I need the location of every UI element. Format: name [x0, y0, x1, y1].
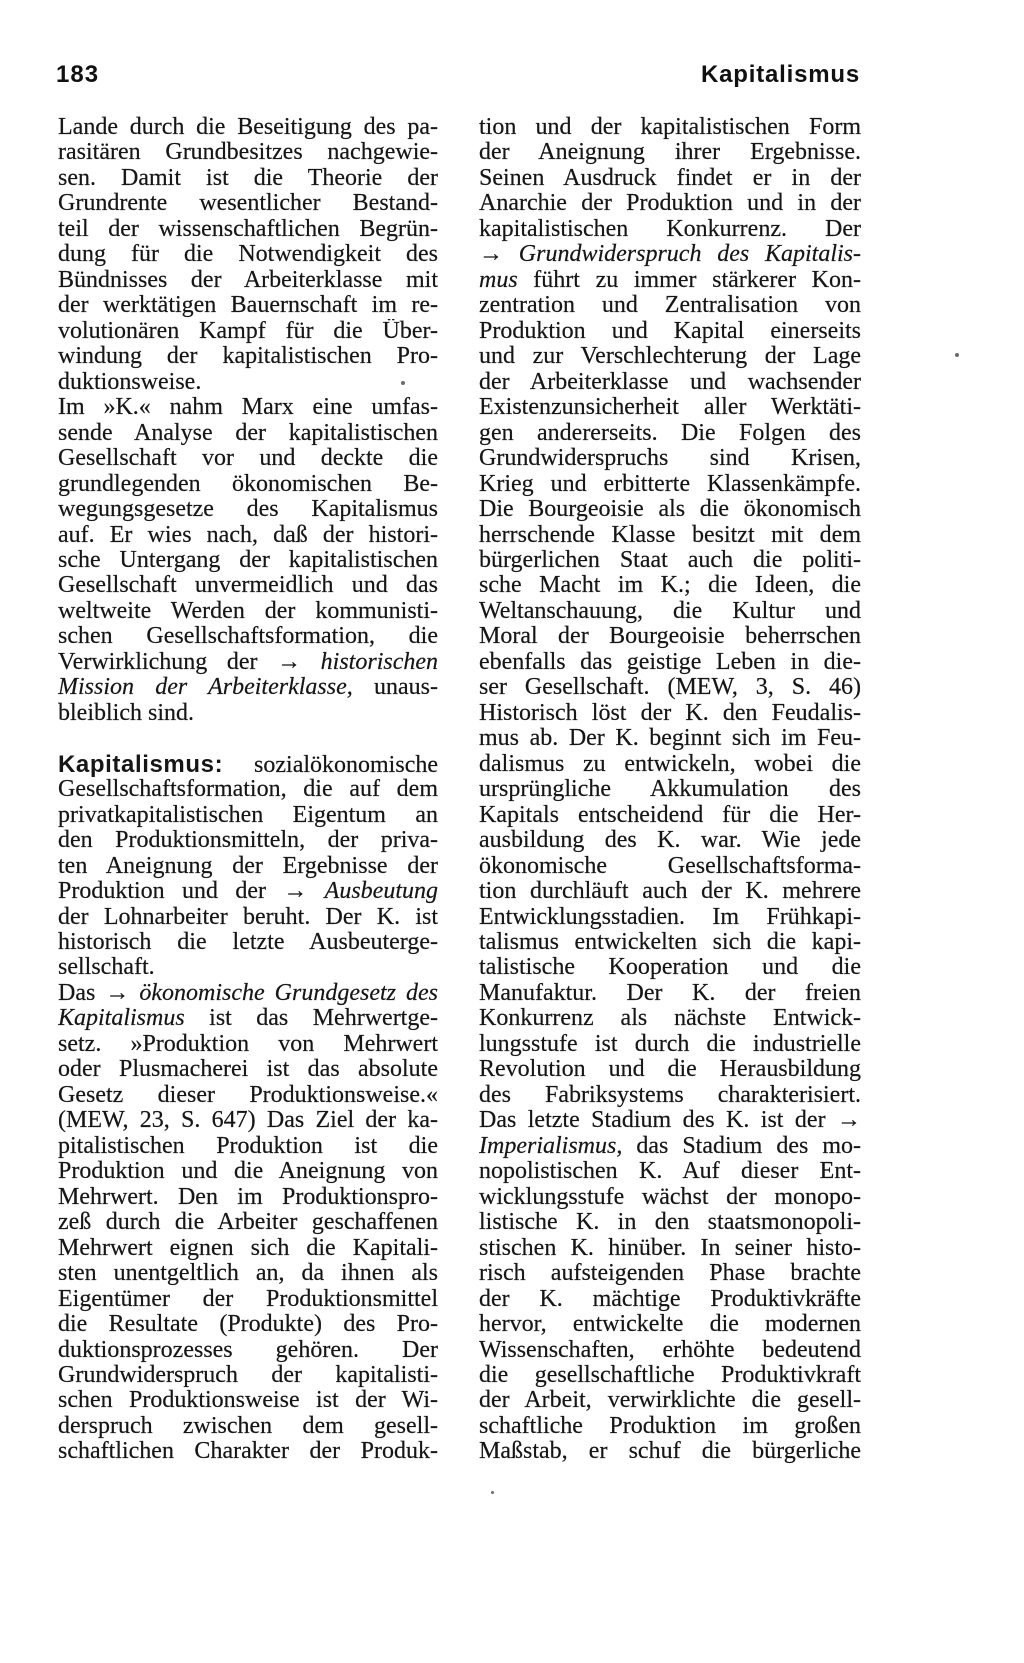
text-line: Die Bourgeoisie als die ökonomisch: [479, 497, 861, 523]
text-line: [58, 1006, 438, 1031]
text-line: herrschende Klasse besitzt mit dem: [479, 522, 861, 548]
text-line: grundlegenden ökonomischen Be-: [58, 471, 438, 497]
text-segment: unaus-: [374, 675, 438, 701]
text-line: rasitären Grundbesitzes nachgewie-: [58, 140, 438, 166]
text-line: dalismus zu entwickeln, wobei die: [479, 751, 861, 777]
text-line: talistische Kooperation und die: [479, 955, 861, 981]
text-line: Produktion und die Aneignung von: [58, 1159, 438, 1185]
text-line: [58, 675, 438, 700]
text-segment: Produktion und der →: [58, 879, 308, 905]
text-line: [58, 752, 438, 777]
text-line: Gesellschaft vor und deckte die: [58, 446, 438, 472]
text-segment: das Stadium des mo-: [636, 1133, 861, 1159]
entry-headword: Kapitalismus:: [58, 751, 224, 778]
text-line: wicklungsstufe wächst der monopo-: [479, 1184, 861, 1210]
scan-speck: [955, 353, 959, 357]
text-line: Manufaktur. Der K. der freien: [479, 980, 861, 1006]
text-line: Gesellschaftsformation, die auf dem: [58, 777, 438, 803]
text-line: volutionären Kampf für die Über-: [58, 318, 438, 344]
text-line: Grundrente wesentlicher Bestand-: [58, 191, 438, 217]
cross-reference-term: Ausbeutung: [324, 879, 438, 905]
text-line: Weltanschauung, die Kultur und: [479, 598, 861, 624]
text-line: die gesellschaftliche Produktivkraft: [479, 1362, 861, 1388]
text-line: Moral der Bourgeoisie beherrschen: [479, 624, 861, 650]
text-line: der Aneignung ihrer Ergebnisse.: [479, 140, 861, 166]
text-line: dung für die Notwendigkeit des: [58, 242, 438, 268]
text-line: setz. »Produktion von Mehrwert: [58, 1031, 438, 1057]
text-line: Historisch löst der K. den Feudalis-: [479, 700, 861, 726]
text-line: [479, 242, 861, 267]
previous-entry-continuation: [58, 115, 438, 726]
text-line: schen Produktionsweise ist der Wi-: [58, 1388, 438, 1414]
text-line: der K. mächtige Produktivkräfte: [479, 1286, 861, 1312]
text-line: [479, 1134, 861, 1159]
text-line: und zur Verschlechterung der Lage: [479, 344, 861, 370]
cross-reference-term: ökonomische Grundgesetz des: [139, 980, 438, 1006]
text-line: mus ab. Der K. beginnt sich im Feu-: [479, 726, 861, 752]
text-line: historisch die letzte Ausbeuterge-: [58, 930, 438, 955]
text-line: kapitalistischen Konkurrenz. Der: [479, 216, 861, 242]
text-line: sche Untergang der kapitalistischen: [58, 547, 438, 573]
text-line: bleiblich sind.: [58, 700, 194, 726]
text-line: tion durchläuft auch der K. mehrere: [479, 879, 861, 905]
text-line: Kapitals entscheidend für die Her-: [479, 802, 861, 828]
text-line: duktionsweise.: [58, 369, 202, 395]
text-line: windung der kapitalistischen Pro-: [58, 344, 438, 370]
text-line: Das letzte Stadium des K. ist der →: [479, 1108, 861, 1134]
text-line: hervor, entwickelte die modernen: [479, 1312, 861, 1338]
left-column: [58, 115, 438, 1465]
text-line: den Produktionsmitteln, der priva-: [58, 828, 438, 854]
text-line: [58, 650, 438, 675]
text-line: Mehrwert eignen sich die Kapitali-: [58, 1235, 438, 1261]
text-line: tion und der kapitalistischen Form: [479, 115, 861, 140]
running-head: Kapitalismus: [701, 61, 860, 88]
text-line: sche Macht im K.; die Ideen, die: [479, 573, 861, 599]
text-line: der Arbeit, verwirklichte die gesell-: [479, 1388, 861, 1414]
text-line: risch aufsteigenden Phase brachte: [479, 1261, 861, 1287]
text-segment: Das →: [58, 980, 130, 1006]
cross-reference-term: Kapitalismus: [58, 1006, 185, 1032]
cross-reference-term: mus: [479, 267, 518, 293]
text-line: Lande durch die Beseitigung des pa-: [58, 115, 438, 140]
right-column: [479, 115, 861, 1465]
text-segment: ist das Mehrwertge-: [209, 1006, 438, 1032]
cross-reference-term: Grundwiderspruch des Kapitalis-: [518, 242, 861, 268]
text-line: der Lohnarbeiter beruht. Der K. ist: [58, 904, 438, 930]
text-line: teil der wissenschaftlichen Begrün-: [58, 216, 438, 242]
text-line: Entwicklungsstadien. Im Frühkapi-: [479, 904, 861, 930]
text-line: privatkapitalistischen Eigentum an: [58, 802, 438, 828]
text-line: Revolution und die Herausbildung: [479, 1057, 861, 1083]
scan-speck: [491, 1491, 494, 1494]
text-line: schaftlichen Charakter der Produk-: [58, 1439, 438, 1465]
text-line: zentration und Zentralisation von: [479, 293, 861, 319]
text-line: sten unentgeltlich an, da ihnen als: [58, 1261, 438, 1287]
text-line: Anarchie der Produktion und in der: [479, 191, 861, 217]
text-line: schen Gesellschaftsformation, die: [58, 624, 438, 650]
text-line: stischen K. hinüber. In seiner histo-: [479, 1235, 861, 1261]
text-line: Bündnisses der Arbeiterklasse mit: [58, 267, 438, 293]
text-line: (MEW, 23, S. 647) Das Ziel der ka-: [58, 1108, 438, 1134]
text-line: ursprüngliche Akkumulation des: [479, 777, 861, 803]
text-line: [58, 981, 438, 1006]
text-line: [479, 268, 861, 293]
text-line: sellschaft.: [58, 955, 155, 981]
page-number: 183: [56, 61, 100, 88]
text-line: ökonomische Gesellschaftsforma-: [479, 853, 861, 879]
text-line: talismus entwickelten sich die kapi-: [479, 930, 861, 955]
text-segment: sozialökonomische: [254, 751, 438, 778]
text-line: gen andererseits. Die Folgen des: [479, 420, 861, 446]
text-line: lungsstufe ist durch die industrielle: [479, 1031, 861, 1057]
text-line: bürgerlichen Staat auch die politi-: [479, 547, 861, 573]
text-line: Im »K.« nahm Marx eine umfas-: [58, 395, 438, 421]
text-line: Existenzunsicherheit aller Werktäti-: [479, 395, 861, 421]
entry-kapitalismus: [58, 752, 438, 1465]
text-line: ten Aneignung der Ergebnisse der: [58, 853, 438, 879]
entry-separator: [58, 726, 438, 751]
text-line: pitalistischen Produktion ist die: [58, 1133, 438, 1159]
cross-reference-term: Mission der Arbeiterklasse,: [58, 675, 353, 701]
text-line: oder Plusmacherei ist das absolute: [58, 1057, 438, 1083]
text-line: Eigentümer der Produktionsmittel: [58, 1286, 438, 1312]
text-line: der werktätigen Bauernschaft im re-: [58, 293, 438, 319]
text-line: der Arbeiterklasse und wachsender: [479, 369, 861, 395]
text-line: schaftliche Produktion im großen: [479, 1413, 861, 1439]
text-line: Konkurrenz als nächste Entwick-: [479, 1006, 861, 1032]
text-line: auf. Er wies nach, daß der histori-: [58, 522, 438, 548]
text-line: duktionsprozesses gehören. Der: [58, 1337, 438, 1363]
text-line: derspruch zwischen dem gesell-: [58, 1413, 438, 1439]
text-line: ebenfalls das geistige Leben in die-: [479, 649, 861, 675]
text-line: Krieg und erbitterte Klassenkämpfe.: [479, 471, 861, 497]
text-line: Grundwiderspruchs sind Krisen,: [479, 446, 861, 472]
text-line: Gesellschaft unvermeidlich und das: [58, 573, 438, 599]
text-line: Maßstab, er schuf die bürgerliche: [479, 1439, 861, 1465]
cross-reference-term: historischen: [320, 649, 438, 675]
text-line: Wissenschaften, erhöhte bedeutend: [479, 1337, 861, 1363]
text-line: wegungsgesetze des Kapitalismus: [58, 497, 438, 523]
text-line: sen. Damit ist die Theorie der: [58, 165, 438, 191]
text-line: [58, 879, 438, 904]
text-line: sende Analyse der kapitalistischen: [58, 420, 438, 446]
text-line: des Fabriksystems charakterisiert.: [479, 1082, 861, 1108]
text-line: weltweite Werden der kommunisti-: [58, 598, 438, 624]
text-line: listische K. in den staatsmonopoli-: [479, 1210, 861, 1236]
cross-reference-arrow: →: [479, 242, 503, 268]
text-line: Seinen Ausdruck findet er in der: [479, 165, 861, 191]
text-segment: Verwirklichung der →: [58, 649, 302, 675]
text-line: Grundwiderspruch der kapitalisti-: [58, 1362, 438, 1388]
text-segment: führt zu immer stärkerer Kon-: [533, 267, 861, 293]
text-line: zeß durch die Arbeiter geschaffenen: [58, 1210, 438, 1236]
text-line: die Resultate (Produkte) des Pro-: [58, 1312, 438, 1338]
text-line: Produktion und Kapital einerseits: [479, 318, 861, 344]
text-line: nopolistischen K. Auf dieser Ent-: [479, 1159, 861, 1185]
text-line: Gesetz dieser Produktionsweise.«: [58, 1082, 438, 1108]
text-line: Mehrwert. Den im Produktionspro-: [58, 1184, 438, 1210]
text-line: ser Gesellschaft. (MEW, 3, S. 46): [479, 675, 861, 701]
cross-reference-term: Imperialismus,: [479, 1133, 623, 1159]
text-line: ausbildung des K. war. Wie jede: [479, 828, 861, 854]
